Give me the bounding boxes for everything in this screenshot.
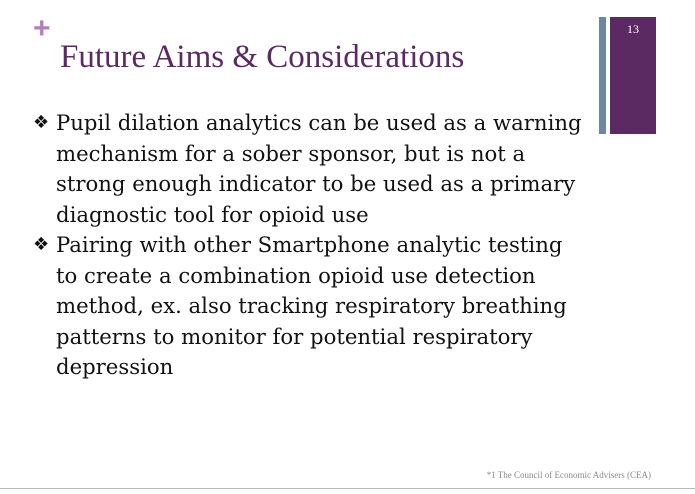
slide-title: Future Aims & Considerations xyxy=(60,39,465,75)
bullet-list xyxy=(33,108,588,383)
bullet-text: Pairing with other Smartphone analytic testing to create a combination opioid use detection method, ex. also tracking respiratory breathing patterns to monitor for potential respiratory depression xyxy=(56,232,567,379)
slide-number: 13 xyxy=(627,22,639,36)
accent-bar xyxy=(599,17,606,134)
bottom-divider xyxy=(0,488,695,489)
footnote: *1 The Council of Economic Advisers (CEA) xyxy=(486,470,651,480)
bullet-item xyxy=(33,230,588,383)
bullet-item xyxy=(33,108,588,230)
plus-icon: + xyxy=(33,12,51,45)
four-diamond-bullet-icon: ❖ xyxy=(33,112,50,133)
four-diamond-bullet-icon: ❖ xyxy=(33,234,50,255)
bullet-text: Pupil dilation analytics can be used as a warning mechanism for a sober sponsor, but is not a strong enough indicator to be used as a primary diagnostic tool for opioid use xyxy=(56,110,582,227)
